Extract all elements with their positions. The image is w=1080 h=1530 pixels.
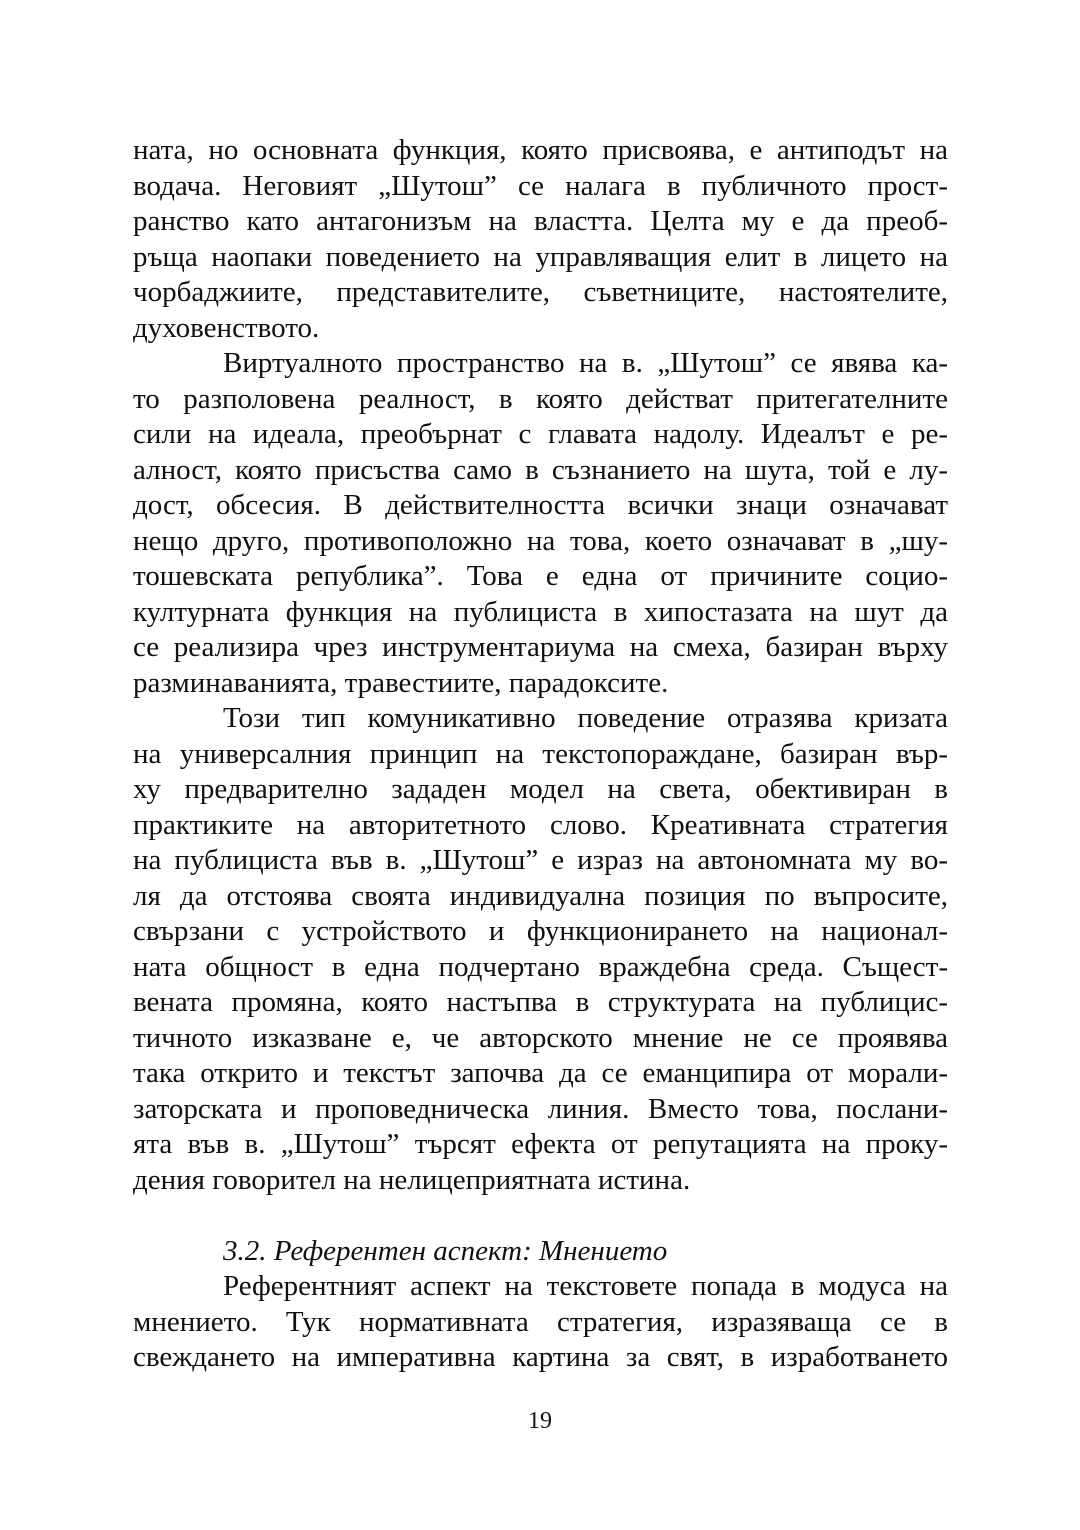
text-line: се реализира чрез инструментариума на смеха, базиран върху <box>133 631 948 663</box>
paragraph <box>133 701 948 1198</box>
text-line: така открито и текстът започва да се еманципира от морали- <box>133 1057 948 1089</box>
text-line: тичното изказване е, че авторското мнение не се проявява <box>133 1021 948 1054</box>
section-heading: 3.2. Референтен аспект: Мнението <box>223 1234 668 1267</box>
text-line: ху предварително зададен модел на света, обективиран в <box>133 773 948 805</box>
body-text <box>133 133 948 1376</box>
text-line: тошевската република”. Това е една от причините социо- <box>133 560 948 592</box>
text-line: практиките на авторитетното слово. Креативната стратегия <box>133 808 948 841</box>
text-line: чорбаджиите, представителите, съветниците, настоятелите, <box>133 276 948 308</box>
text-line: дост, обсесия. В действителността всички знаци означават <box>133 489 948 521</box>
paragraph <box>133 1269 948 1376</box>
paragraph-spacer <box>133 1198 948 1234</box>
text-line: дения говорител на нелицеприятната истина. <box>133 1163 691 1196</box>
paragraph <box>133 346 948 701</box>
text-line: на публициста във в. „Шутош” е израз на автономната му во- <box>133 844 948 876</box>
text-line: Виртуалното пространство на в. „Шутош” се явява ка- <box>223 347 948 379</box>
text-line: ната, но основната функция, която присвоява, е антиподът на <box>133 134 948 166</box>
text-line: ранство като антагонизъм на властта. Целта му е да преоб- <box>133 205 948 237</box>
text-line: на универсалния принцип на текстопораждане, базиран вър- <box>133 737 948 770</box>
page-number: 19 <box>528 1408 552 1434</box>
text-line: Този тип комуникативно поведение отразява кризата <box>223 702 948 734</box>
text-line: вената промяна, която настъпва в структурата на публицис- <box>133 986 948 1018</box>
text-line: ля да отстоява своята индивидуална позиция по въпросите, <box>133 879 948 912</box>
text-line: разминаванията, травестиите, парадоксите. <box>133 666 669 699</box>
text-line: духовенството. <box>133 311 320 344</box>
text-line: свързани с устройството и функционирането на национал- <box>133 915 948 947</box>
text-line: културната функция на публициста в хипостазата на шут да <box>133 595 948 628</box>
text-line: сили на идеала, преобърнат с главата надолу. Идеалът е ре- <box>133 418 948 450</box>
text-line: ръща наопаки поведението на управляващия елит в лицето на <box>133 240 948 273</box>
text-line: водача. Неговият „Шутош” се налага в публичното прост- <box>133 169 948 202</box>
text-line: мнението. Тук нормативната стратегия, изразяваща се в <box>133 1305 948 1338</box>
text-line: заторската и проповедническа линия. Вместо това, послани- <box>133 1092 948 1125</box>
text-line: Референтният аспект на текстовете попада в модуса на <box>223 1270 948 1302</box>
text-line: алност, която присъства само в съзнанието на шута, той е лу- <box>133 453 948 486</box>
text-line: нещо друго, противоположно на това, което означават в „шу- <box>133 524 948 557</box>
text-line: свеждането на императивна картина за свят, в изработването <box>133 1341 948 1373</box>
paragraph <box>133 133 948 346</box>
text-line: то разполовена реалност, в която действат притегателните <box>133 382 948 415</box>
text-line: ята във в. „Шутош” търсят ефекта от репутацията на проку- <box>133 1128 948 1160</box>
text-line: ната общност в една подчертано враждебна среда. Същест- <box>133 950 948 983</box>
